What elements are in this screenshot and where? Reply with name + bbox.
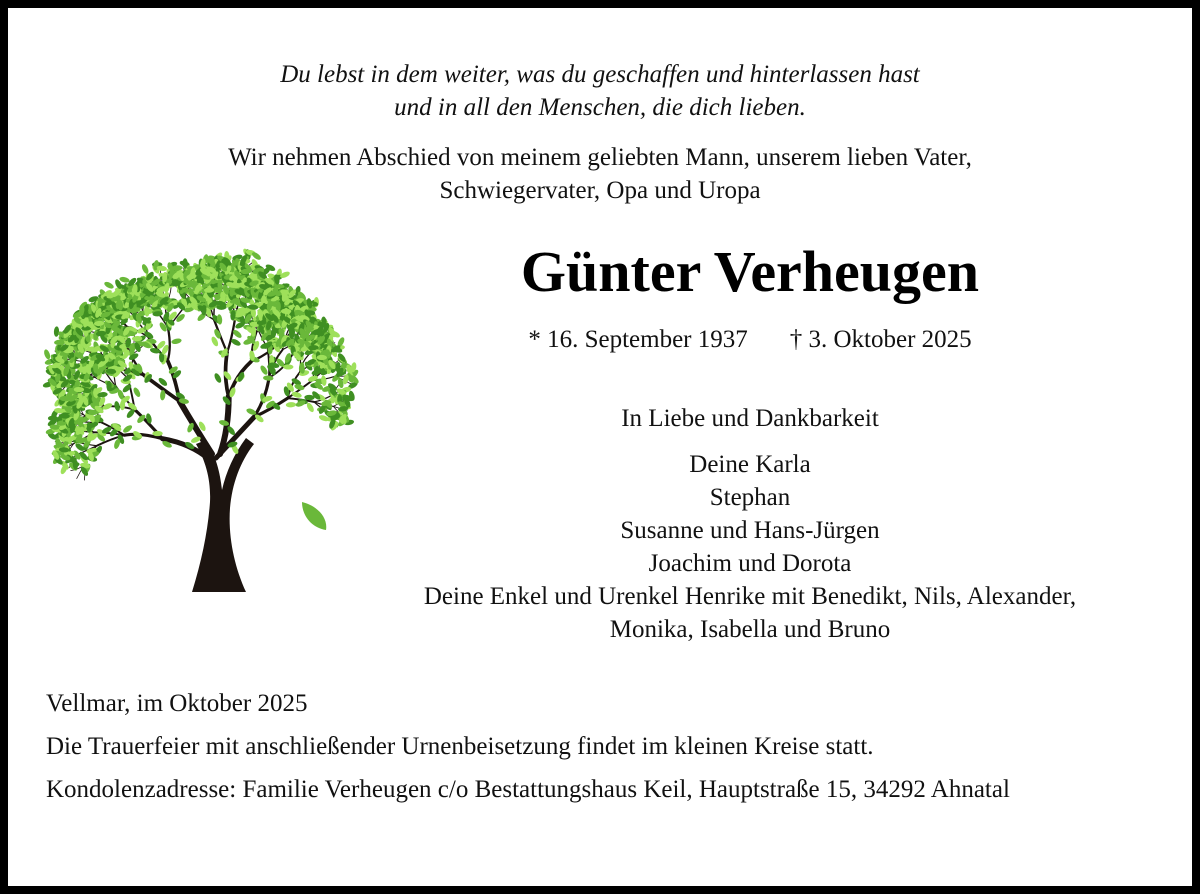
leaf-icon [114, 401, 121, 412]
deceased-name: Günter Verheugen [520, 239, 980, 304]
leaf-icon [172, 265, 182, 270]
leaf-icon [321, 375, 327, 386]
motto-line-2: und in all den Menschen, die dich lieben. [394, 94, 806, 121]
place-and-date: Vellmar, im Oktober 2025 [46, 690, 308, 717]
leaf-icon [141, 263, 150, 275]
mourner-line: Susanne und Hans-Jürgen [620, 517, 880, 544]
mourner-line: Deine Karla [689, 451, 811, 478]
life-dates [450, 323, 1050, 357]
intro-text [100, 141, 1100, 207]
leaf-icon [103, 281, 115, 290]
death-date: † 3. Oktober 2025 [789, 326, 972, 353]
dedication-line: In Liebe und Dankbarkeit [621, 405, 879, 432]
condolence-address: Kondolenzadresse: Familie Verheugen c/o Bestattungshaus Keil, Hauptstraße 15, 34292 Ahnatal [46, 776, 1010, 803]
mourners-list [330, 448, 1170, 646]
motto-quote [100, 58, 1100, 124]
leaf-icon [122, 424, 133, 434]
ceremony-note: Die Trauerfeier mit anschließender Urnenbeisetzung findet im kleinen Kreise statt. [46, 733, 874, 760]
leaf-icon [171, 338, 182, 345]
leaf-icon [281, 309, 291, 314]
mourner-line: Joachim und Dorota [648, 550, 852, 577]
mourner-line: Monika, Isabella und Bruno [609, 616, 891, 643]
tree-trunk [192, 438, 254, 592]
intro-line-2: Schwiegervater, Opa und Uropa [439, 177, 761, 204]
leaf-icon [54, 326, 60, 337]
intro-line-1: Wir nehmen Abschied von meinem geliebten Mann, unserem lieben Vater, [228, 144, 972, 171]
leaf-icon [48, 416, 58, 421]
leaf-icon [182, 258, 187, 268]
leaf-icon [216, 314, 222, 325]
leaf-icon [132, 386, 142, 398]
leaf-icon [152, 431, 162, 436]
leaf-icon [43, 349, 51, 361]
leaf-icon [213, 372, 222, 384]
mourner-line: Deine Enkel und Urenkel Henrike mit Benedikt, Nils, Alexander, [423, 583, 1077, 610]
leaf-icon [283, 364, 293, 369]
leaf-icon [106, 381, 111, 391]
motto-line-1: Du lebst in dem weiter, was du geschaffen und hinterlassen hast [280, 61, 920, 88]
birth-date: * 16. September 1937 [528, 326, 748, 353]
mourner-line: Stephan [709, 484, 791, 511]
leaf-icon [119, 276, 130, 284]
falling-leaf-icon [302, 502, 326, 530]
leaf-icon [286, 402, 297, 408]
